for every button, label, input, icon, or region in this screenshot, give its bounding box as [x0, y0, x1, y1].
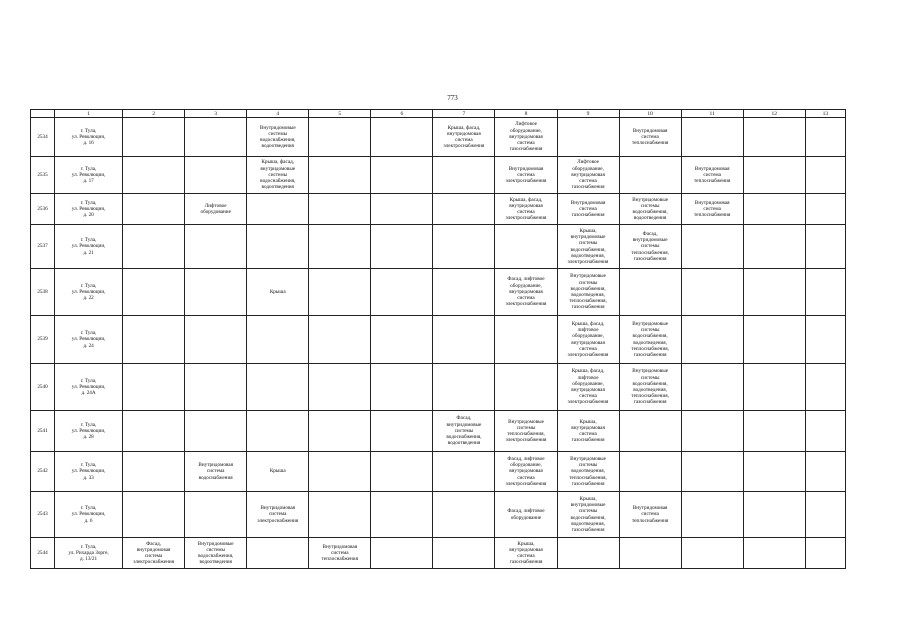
- table-cell: [123, 411, 185, 452]
- cell-text: Фасад, лифтовое оборудование: [507, 508, 545, 521]
- table-cell: [55, 452, 123, 492]
- row-number-cell: 2544: [31, 538, 55, 569]
- table-cell: [123, 225, 185, 269]
- table-cell: [619, 269, 681, 316]
- table-cell: [247, 157, 309, 194]
- table-cell: [371, 194, 433, 225]
- cell-text: г. Тула, ул. Революции, д. 17: [71, 165, 106, 185]
- table-row: [31, 316, 846, 364]
- cell-text: Крыша: [269, 288, 286, 295]
- table-cell: [433, 157, 495, 194]
- row-number-cell: 2537: [31, 225, 55, 269]
- table-cell: [805, 194, 845, 225]
- table-cell: [495, 269, 557, 316]
- cell-text: Крыша, фасад, внутридомовая система электроснабжения: [505, 196, 547, 222]
- table-cell: [557, 538, 619, 569]
- cell-text: Внутридомовые системы водоснабжения, водоотведения, теплоснабжения, газоснабжения: [631, 320, 669, 358]
- table-cell: [371, 118, 433, 157]
- table-cell: [55, 492, 123, 538]
- table-row: [31, 225, 846, 269]
- table-cell: [805, 269, 845, 316]
- table-cell: [743, 225, 805, 269]
- table-cell: [371, 492, 433, 538]
- header-cell: 11: [681, 110, 743, 118]
- table-cell: [309, 157, 371, 194]
- table-cell: [619, 157, 681, 194]
- cell-text: г. Тула, ул. Революции, д. 24А: [71, 377, 106, 397]
- cell-text: Фасад, внутридомовые системы теплоснабжения, газоснабжения: [631, 230, 669, 262]
- table-cell: [247, 452, 309, 492]
- row-number-cell: 2541: [31, 411, 55, 452]
- row-number-cell: 2534: [31, 118, 55, 157]
- table-cell: [495, 194, 557, 225]
- cell-text: Крыша: [269, 468, 286, 475]
- table-cell: [495, 225, 557, 269]
- table-cell: [495, 492, 557, 538]
- table-cell: [123, 194, 185, 225]
- table-cell: [55, 316, 123, 364]
- table-row: [31, 157, 846, 194]
- cell-text: г. Тула, ул. Революции, д. 28: [71, 421, 106, 441]
- table-cell: [619, 452, 681, 492]
- cell-text: Крыша, внутридомовые системы водоснабжения, водоотведения, электроснабжения: [567, 227, 609, 265]
- cell-text: г. Тула, ул. Революции, д. 33: [71, 462, 106, 481]
- table-cell: [433, 316, 495, 364]
- table-cell: [185, 225, 247, 269]
- table-cell: [309, 269, 371, 316]
- table-cell: [557, 316, 619, 364]
- table-cell: [185, 411, 247, 452]
- cell-text: Лифтовое оборудование: [200, 202, 231, 215]
- table-cell: [557, 411, 619, 452]
- table-cell: [55, 194, 123, 225]
- cell-text: Внутридомовая система теплоснабжения: [631, 127, 669, 147]
- table-cell: [55, 118, 123, 157]
- row-number-cell: 2540: [31, 364, 55, 411]
- table-cell: [557, 492, 619, 538]
- row-number-cell: 2543: [31, 492, 55, 538]
- table-row: [31, 269, 846, 316]
- header-cell: 3: [185, 110, 247, 118]
- cell-text: Внутридомовые системы водоснабжения, водоотведения: [632, 196, 669, 222]
- table-cell: [743, 269, 805, 316]
- table-cell: [371, 452, 433, 492]
- table-cell: [433, 225, 495, 269]
- table-cell: [557, 269, 619, 316]
- table-cell: [433, 411, 495, 452]
- table-cell: [805, 452, 845, 492]
- page-number: 773: [447, 94, 458, 102]
- table-cell: [247, 194, 309, 225]
- cell-text: Внутридомовые системы водоснабжения, водоотведения: [197, 540, 234, 566]
- table-cell: [495, 157, 557, 194]
- table-cell: [309, 225, 371, 269]
- table-cell: [185, 194, 247, 225]
- cell-text: Крыша, фасад, лифтовое оборудование, внутридомовая система электроснабжения: [567, 320, 609, 358]
- header-cell: 9: [557, 110, 619, 118]
- table-cell: [185, 538, 247, 569]
- table-cell: [309, 492, 371, 538]
- table-cell: [55, 225, 123, 269]
- cell-text: Внутридомовая система водоснабжения: [198, 462, 233, 481]
- header-cell: 1: [55, 110, 123, 118]
- table-cell: [681, 492, 743, 538]
- header-cell: 7: [433, 110, 495, 118]
- table-row: [31, 364, 846, 411]
- cell-text: Крыша, внутридомовые системы водоснабжения, водоотведения, газоснабжения: [570, 495, 606, 533]
- header-cell: 8: [495, 110, 557, 118]
- repair-schedule-table: [30, 109, 846, 569]
- table-cell: [743, 538, 805, 569]
- header-cell-blank: [31, 110, 55, 118]
- table-cell: [743, 316, 805, 364]
- header-cell: 5: [309, 110, 371, 118]
- cell-text: Внутридомовая система теплоснабжения: [631, 505, 669, 524]
- cell-text: Внутридомовая система газоснабжения: [570, 199, 606, 219]
- table-cell: [743, 411, 805, 452]
- table-cell: [433, 538, 495, 569]
- table-cell: [681, 194, 743, 225]
- cell-text: Лифтовое оборудование, внутридомовая система газоснабжения: [571, 159, 605, 191]
- table-cell: [619, 225, 681, 269]
- table-cell: [495, 452, 557, 492]
- cell-text: г. Тула, ул. Революции, д. 21: [71, 237, 106, 256]
- table-cell: [185, 492, 247, 538]
- table-cell: [557, 364, 619, 411]
- cell-text: Внутридомовая система электроснабжения: [505, 165, 547, 185]
- table-cell: [309, 194, 371, 225]
- table-row: [31, 538, 846, 569]
- table-cell: [681, 411, 743, 452]
- cell-text: Крыша, внутридомовая система газоснабжения: [509, 540, 543, 566]
- table-cell: [123, 316, 185, 364]
- table-cell: [433, 118, 495, 157]
- table-cell: [619, 316, 681, 364]
- cell-text: г. Тула, ул. Революции, д. 20: [71, 199, 106, 219]
- table-cell: [247, 225, 309, 269]
- table-cell: [495, 316, 557, 364]
- header-cell: 10: [619, 110, 681, 118]
- table-cell: [495, 364, 557, 411]
- table-cell: [743, 157, 805, 194]
- table-cell: [619, 411, 681, 452]
- table-cell: [619, 194, 681, 225]
- cell-text: Крыша, фасад, внутридомовая система электроснабжения: [443, 124, 485, 150]
- table-cell: [743, 452, 805, 492]
- table-cell: [743, 194, 805, 225]
- cell-text: Фасад, лифтовое оборудование, внутридомовая система электроснабжения: [505, 455, 547, 487]
- table-cell: [619, 364, 681, 411]
- cell-text: Внутридомовые системы водоснабжения, водоотведения, теплоснабжения, газоснабжения: [569, 273, 607, 311]
- table-cell: [123, 269, 185, 316]
- table-cell: [309, 538, 371, 569]
- table-cell: [495, 118, 557, 157]
- table-cell: [805, 118, 845, 157]
- table-cell: [681, 316, 743, 364]
- cell-text: Внутридомовая система теплоснабжения: [321, 543, 358, 563]
- table-row: [31, 118, 846, 157]
- table-cell: [309, 118, 371, 157]
- row-number-cell: 2539: [31, 316, 55, 364]
- cell-text: Фасад, внутридомовая система электроснабжения: [133, 540, 175, 566]
- table-cell: [557, 452, 619, 492]
- cell-text: Крыша, фасад, лифтовое оборудование, внутридомовая система электроснабжения: [567, 368, 609, 406]
- table-cell: [805, 157, 845, 194]
- table-cell: [309, 364, 371, 411]
- table-cell: [247, 316, 309, 364]
- table-row: [31, 411, 846, 452]
- cell-text: г. Тула, ул. Рихарда Зорге, д. 13/21: [68, 543, 109, 563]
- cell-text: г. Тула, ул. Революции, д. 22: [71, 282, 106, 302]
- table-cell: [619, 118, 681, 157]
- header-cell: 4: [247, 110, 309, 118]
- table-cell: [495, 411, 557, 452]
- table-cell: [805, 411, 845, 452]
- table-cell: [55, 157, 123, 194]
- table-row: [31, 452, 846, 492]
- header-cell: 13: [805, 110, 845, 118]
- table-cell: [681, 118, 743, 157]
- table-cell: [619, 538, 681, 569]
- table-cell: [681, 157, 743, 194]
- table-cell: [433, 194, 495, 225]
- table-cell: [371, 269, 433, 316]
- row-number-cell: 2535: [31, 157, 55, 194]
- row-number-cell: 2538: [31, 269, 55, 316]
- table-cell: [123, 118, 185, 157]
- table-cell: [743, 118, 805, 157]
- cell-text: Внутридомовая система теплоснабжения: [694, 199, 731, 219]
- table-cell: [557, 157, 619, 194]
- cell-text: Лифтовое оборудование, внутридомовая система газоснабжения: [509, 121, 543, 153]
- table-cell: [371, 225, 433, 269]
- table-cell: [681, 538, 743, 569]
- table-cell: [55, 538, 123, 569]
- column-header-row: [31, 110, 846, 118]
- table-cell: [123, 157, 185, 194]
- table-cell: [309, 411, 371, 452]
- cell-text: Крыша, фасад, внутридомовые системы водоснабжения, водоотведения: [260, 159, 296, 191]
- cell-text: Крыша, внутридомовая система газоснабжения: [571, 418, 605, 444]
- table-cell: [805, 316, 845, 364]
- table-cell: [309, 316, 371, 364]
- table-cell: [371, 538, 433, 569]
- row-number-cell: 2542: [31, 452, 55, 492]
- table-cell: [247, 411, 309, 452]
- cell-text: Внутридомовые системы теплоснабжения, электроснабжения: [505, 418, 547, 444]
- table-cell: [557, 225, 619, 269]
- cell-text: Внутридомовая система теплоснабжения: [694, 165, 731, 185]
- table-row: [31, 492, 846, 538]
- table-cell: [371, 364, 433, 411]
- table-cell: [681, 225, 743, 269]
- cell-text: Внутридомовая система электроснабжения: [257, 505, 299, 524]
- table-cell: [433, 452, 495, 492]
- table-cell: [185, 452, 247, 492]
- cell-text: г. Тула, ул. Революции, д. 16: [71, 127, 106, 147]
- header-cell: 2: [123, 110, 185, 118]
- table-cell: [185, 269, 247, 316]
- table-cell: [371, 411, 433, 452]
- cell-text: Внутридомовые системы водоотведения, теплоснабжения, газоснабжения: [569, 455, 607, 487]
- table-cell: [185, 364, 247, 411]
- table-cell: [55, 411, 123, 452]
- cell-text: г. Тула, ул. Революции, д. 6: [71, 505, 106, 524]
- table-cell: [123, 538, 185, 569]
- table-cell: [185, 118, 247, 157]
- table-cell: [805, 492, 845, 538]
- table-cell: [247, 118, 309, 157]
- table-cell: [681, 364, 743, 411]
- table-cell: [55, 364, 123, 411]
- cell-text: Внутридомовые системы водоснабжения, водоотведения: [259, 124, 296, 150]
- table-cell: [247, 364, 309, 411]
- table-cell: [247, 538, 309, 569]
- table-cell: [123, 492, 185, 538]
- table-cell: [309, 452, 371, 492]
- row-number-cell: 2536: [31, 194, 55, 225]
- table-cell: [805, 538, 845, 569]
- table-cell: [433, 492, 495, 538]
- table-cell: [681, 269, 743, 316]
- table-cell: [805, 225, 845, 269]
- table-cell: [433, 269, 495, 316]
- table-cell: [185, 157, 247, 194]
- table-cell: [55, 269, 123, 316]
- table-cell: [185, 316, 247, 364]
- table-cell: [247, 492, 309, 538]
- table-cell: [247, 269, 309, 316]
- table-cell: [123, 452, 185, 492]
- cell-text: Фасад, лифтовое оборудование, внутридомовая система электроснабжения: [505, 276, 547, 308]
- cell-text: Фасад, внутридомовые системы водоснабжения, водоотведения: [446, 415, 482, 447]
- table-row: [31, 194, 846, 225]
- table-cell: [123, 364, 185, 411]
- cell-text: г. Тула, ул. Революции, д. 24: [71, 330, 106, 349]
- table-cell: [433, 364, 495, 411]
- table-cell: [619, 492, 681, 538]
- table-cell: [805, 364, 845, 411]
- table-cell: [681, 452, 743, 492]
- header-cell: 6: [371, 110, 433, 118]
- table-cell: [743, 492, 805, 538]
- table-cell: [743, 364, 805, 411]
- table-cell: [557, 194, 619, 225]
- table-cell: [371, 157, 433, 194]
- header-cell: 12: [743, 110, 805, 118]
- table-cell: [371, 316, 433, 364]
- table-cell: [557, 118, 619, 157]
- cell-text: Внутридомовые системы водоснабжения, водоотведения, теплоснабжения, газоснабжения: [631, 368, 669, 406]
- table-cell: [495, 538, 557, 569]
